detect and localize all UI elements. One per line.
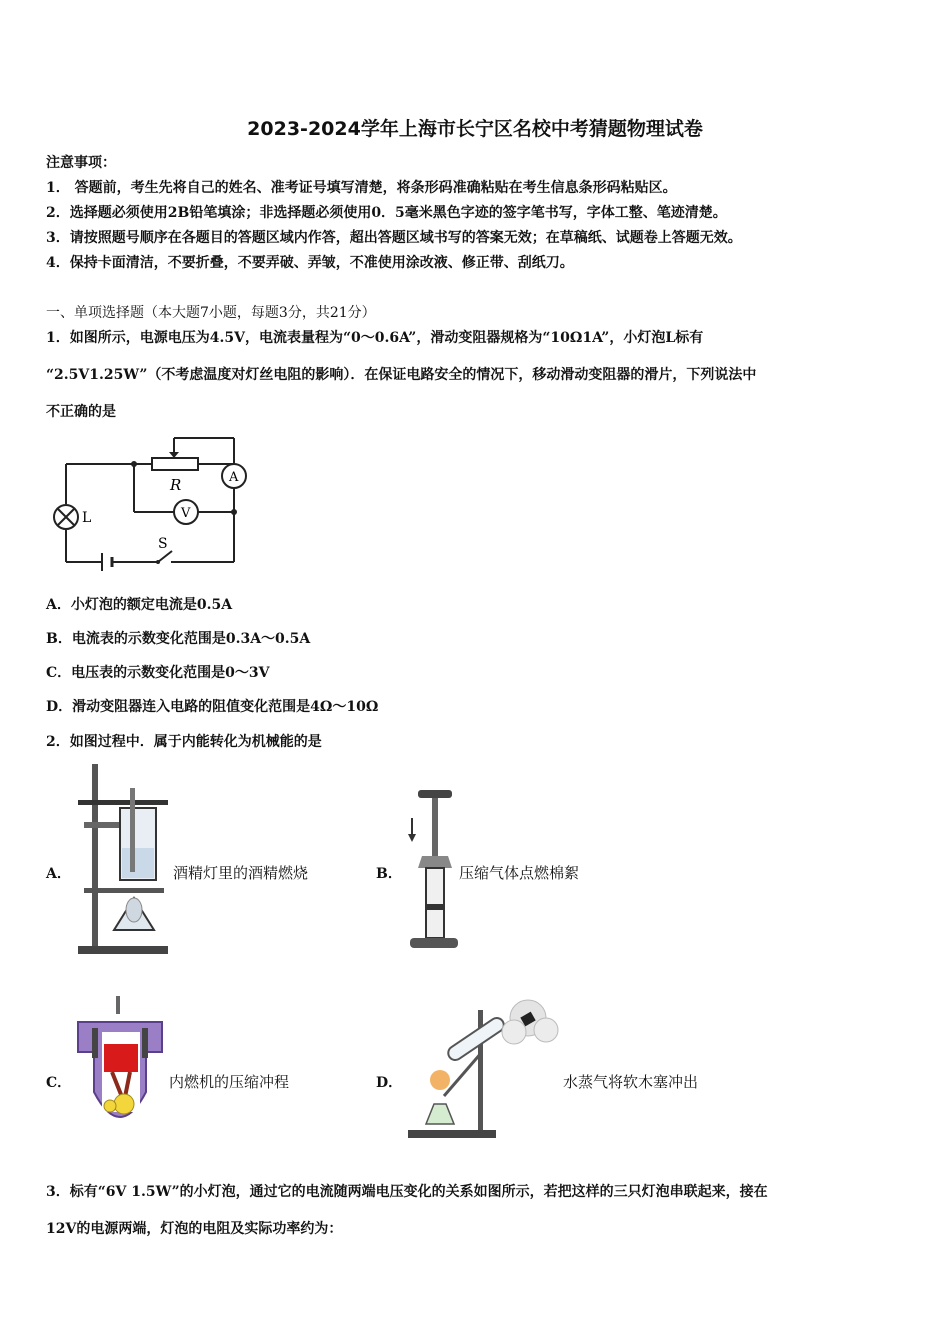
down-arrow-icon <box>408 834 416 842</box>
label-s: S <box>158 536 168 552</box>
q2-option-a-text: 酒精灯里的酒精燃烧 <box>173 864 309 882</box>
notice-item: 4．保持卡面清洁，不要折叠，不要弄破、弄皱，不准使用涂改液、修正带、刮纸刀。 <box>46 255 574 271</box>
engine-compression-stroke-figure <box>72 992 170 1142</box>
label-a: A <box>229 470 239 485</box>
q1-option-c: C．电压表的示数变化范围是0～3V <box>46 665 270 681</box>
notice-item: 2．选择题必须使用2B铅笔填涂；非选择题必须使用0．5毫米黑色字迹的签字笔书写，字体工整、笔迹清楚。 <box>46 205 727 221</box>
fire-syringe-figure <box>402 784 462 956</box>
notice-item: 1． 答题前，考生先将自己的姓名、准考证号填写清楚，将条形码准确粘贴在考生信息条形码粘贴区。 <box>46 180 677 196</box>
q2-option-b-text: 压缩气体点燃棉絮 <box>459 864 580 882</box>
switch-symbol <box>158 551 172 562</box>
q1-option-d: D．滑动变阻器连入电路的阻值变化范围是4Ω～10Ω <box>46 699 379 715</box>
steam-cork-figure <box>404 996 564 1144</box>
q1-circuit-diagram <box>46 432 256 572</box>
section-heading: 一、单项选择题（本大题7小题，每题3分，共21分） <box>46 305 376 321</box>
alcohol-lamp-heating-figure <box>74 760 174 958</box>
q1-option-a: A．小灯泡的额定电流是0.5A <box>46 597 233 613</box>
q3-stem-line: 3．标有“6V 1.5W”的小灯泡，通过它的电流随两端电压变化的关系如图所示，若把这样的三只灯泡串联起来，接在 <box>46 1184 768 1200</box>
q2-stem: 2．如图过程中．属于内能转化为机械能的是 <box>46 734 322 750</box>
q2-option-a-letter: A． <box>46 866 71 882</box>
q3-stem-line: 12V的电源两端，灯泡的电阻及实际功率约为： <box>46 1221 343 1237</box>
q2-option-c-letter: C． <box>46 1075 72 1091</box>
notice-heading: 注意事项： <box>46 155 116 171</box>
label-l: L <box>82 510 92 526</box>
q2-option-d-letter: D． <box>376 1075 403 1091</box>
q1-stem-line: “2.5V1.25W”（不考虑温度对灯丝电阻的影响）．在保证电路安全的情况下，移动滑动变阻器的滑片，下列说法中 <box>46 367 757 383</box>
q2-option-b-letter: B． <box>376 866 402 882</box>
page-title: 2023-2024学年上海市长宁区名校中考猜题物理试卷 <box>247 118 703 140</box>
notice-item: 3．请按照题号顺序在各题目的答题区域内作答，超出答题区域书写的答案无效；在草稿纸、试题卷上答题无效。 <box>46 230 742 246</box>
q2-option-d-text: 水蒸气将软木塞冲出 <box>563 1073 699 1091</box>
q1-stem-line: 不正确的是 <box>46 404 116 420</box>
q2-option-c-text: 内燃机的压缩冲程 <box>169 1073 290 1091</box>
label-v: V <box>181 506 191 521</box>
label-r: R <box>170 476 182 494</box>
q1-stem-line: 1．如图所示，电源电压为4.5V，电流表量程为“0～0.6A”，滑动变阻器规格为“10Ω1A”，小灯泡L标有 <box>46 330 704 346</box>
q1-option-b: B．电流表的示数变化范围是0.3A～0.5A <box>46 631 311 647</box>
rheostat-symbol <box>152 458 198 470</box>
